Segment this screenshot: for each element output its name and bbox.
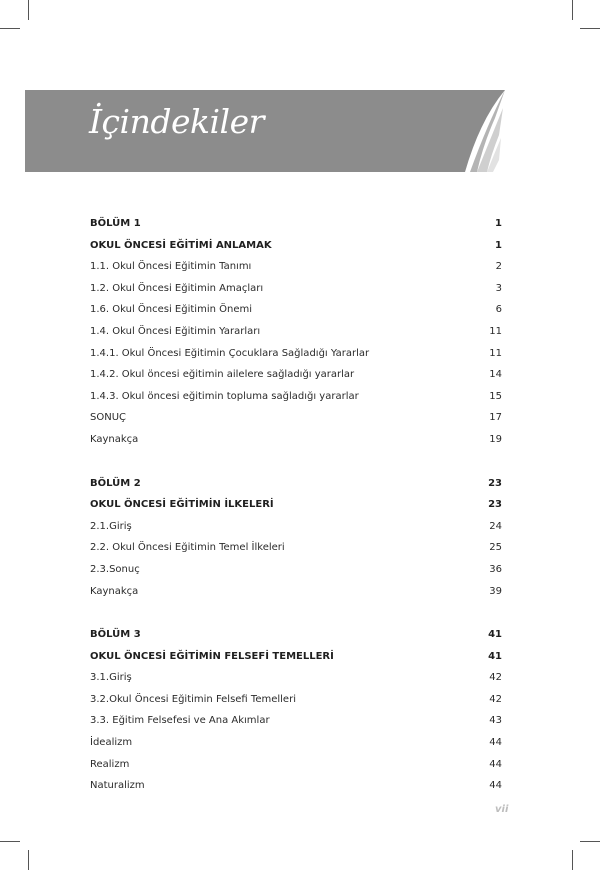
toc-entry[interactable] [90,559,502,581]
toc-entry-title: BÖLÜM 3 [90,629,141,641]
toc-entry-title: 2.1.Giriş [90,520,132,532]
toc-entry-title: 1.6. Okul Öncesi Eğitimin Önemi [90,304,252,316]
toc-entry-title: 1.4.1. Okul Öncesi Eğitimin Çocuklara Sağladığı Yararlar [90,347,370,359]
toc-entry[interactable] [90,689,502,711]
toc-entry-title: OKUL ÖNCESİ EĞİTİMİN FELSEFİ TEMELLERİ [90,650,334,662]
toc-entry[interactable] [90,732,502,754]
title-banner [25,90,505,172]
toc-entry-title: SONUÇ [90,412,127,424]
toc-entry[interactable] [90,321,502,343]
toc-entry-title: OKUL ÖNCESİ EĞİTİMİN İLKELERİ [90,499,274,511]
toc-entry-title: 1.4.2. Okul öncesi eğitimin ailelere sağladığı yararlar [90,369,355,381]
toc-entry[interactable] [90,407,502,429]
toc-entry-title: BÖLÜM 1 [90,218,141,229]
crop-mark [580,841,600,842]
toc-entry-title: Naturalizm [90,780,145,792]
toc-entry-page: 42 [489,672,502,684]
toc-entry[interactable] [90,429,502,451]
toc-entry-page: 36 [489,563,502,575]
toc-entry-page: 17 [489,412,502,424]
toc-entry[interactable] [90,667,502,689]
toc-entry[interactable] [90,278,502,300]
toc-entry-title: Realizm [90,758,130,770]
toc-entry[interactable] [90,213,502,235]
toc-entry[interactable] [90,256,502,278]
toc-entry[interactable] [90,516,502,538]
toc-entry[interactable] [90,343,502,365]
toc-entry[interactable] [90,473,502,495]
toc-entry-title: 1.1. Okul Öncesi Eğitimin Tanımı [90,261,252,273]
toc-entry[interactable] [90,386,502,408]
section-gap [90,451,502,473]
toc-entry-page: 44 [489,780,502,792]
toc-entry-page: 41 [488,629,502,641]
toc-entry-title: 1.4. Okul Öncesi Eğitimin Yararları [90,325,261,337]
toc-entry[interactable] [90,299,502,321]
crop-mark [572,850,573,870]
toc-entry[interactable] [90,364,502,386]
toc-entry-page: 15 [489,390,502,402]
toc-entry[interactable] [90,754,502,776]
toc-entry-page: 11 [489,325,502,337]
table-of-contents [90,213,502,797]
crop-mark [28,850,29,870]
toc-entry-title: 3.1.Giriş [90,672,132,684]
toc-entry[interactable] [90,624,502,646]
toc-entry[interactable] [90,710,502,732]
toc-entry-title: Kaynakça [90,585,139,597]
toc-entry-page: 41 [488,650,502,662]
toc-entry-page: 2 [495,261,502,273]
toc-entry-title: OKUL ÖNCESİ EĞİTİMİ ANLAMAK [90,239,272,251]
toc-entry[interactable] [90,775,502,797]
toc-entry-page: 14 [489,369,502,381]
toc-entry-title: 2.2. Okul Öncesi Eğitimin Temel İlkeleri [90,542,285,554]
toc-entry-page: 43 [489,715,502,727]
toc-entry-page: 23 [488,477,502,489]
crop-mark [0,28,20,29]
toc-entry[interactable] [90,646,502,668]
toc-entry-page: 42 [489,693,502,705]
toc-entry-page: 11 [489,347,502,359]
crop-mark [0,841,20,842]
toc-entry-title: 1.4.3. Okul öncesi eğitimin topluma sağladığı yararlar [90,390,359,402]
toc-entry-page: 39 [489,585,502,597]
toc-entry-page: 23 [488,499,502,511]
toc-entry[interactable] [90,235,502,257]
toc-entry-page: 25 [489,542,502,554]
page-title: İçindekiler [89,102,264,141]
toc-entry-title: 3.2.Okul Öncesi Eğitimin Felsefi Temelleri [90,693,296,705]
toc-entry-page: 19 [489,433,502,445]
toc-entry-page: 1 [495,239,502,251]
page-number: vii [495,804,509,815]
crop-mark [580,28,600,29]
toc-entry-page: 44 [489,737,502,749]
toc-entry-page: 24 [489,520,502,532]
toc-entry-title: Kaynakça [90,433,139,445]
toc-entry[interactable] [90,494,502,516]
toc-entry-page: 6 [495,304,502,316]
crop-mark [572,0,573,20]
toc-entry-title: İdealizm [90,737,133,749]
toc-entry-page: 44 [489,758,502,770]
crop-mark [28,0,29,20]
toc-entry[interactable] [90,537,502,559]
toc-entry[interactable] [90,581,502,603]
toc-entry-title: BÖLÜM 2 [90,477,141,489]
section-gap [90,602,502,624]
toc-entry-title: 3.3. Eğitim Felsefesi ve Ana Akımlar [90,715,270,727]
toc-entry-title: 2.3.Sonuç [90,563,140,575]
toc-entry-title: 1.2. Okul Öncesi Eğitimin Amaçları [90,282,264,294]
toc-entry-page: 1 [495,218,502,229]
toc-entry-page: 3 [495,282,502,294]
